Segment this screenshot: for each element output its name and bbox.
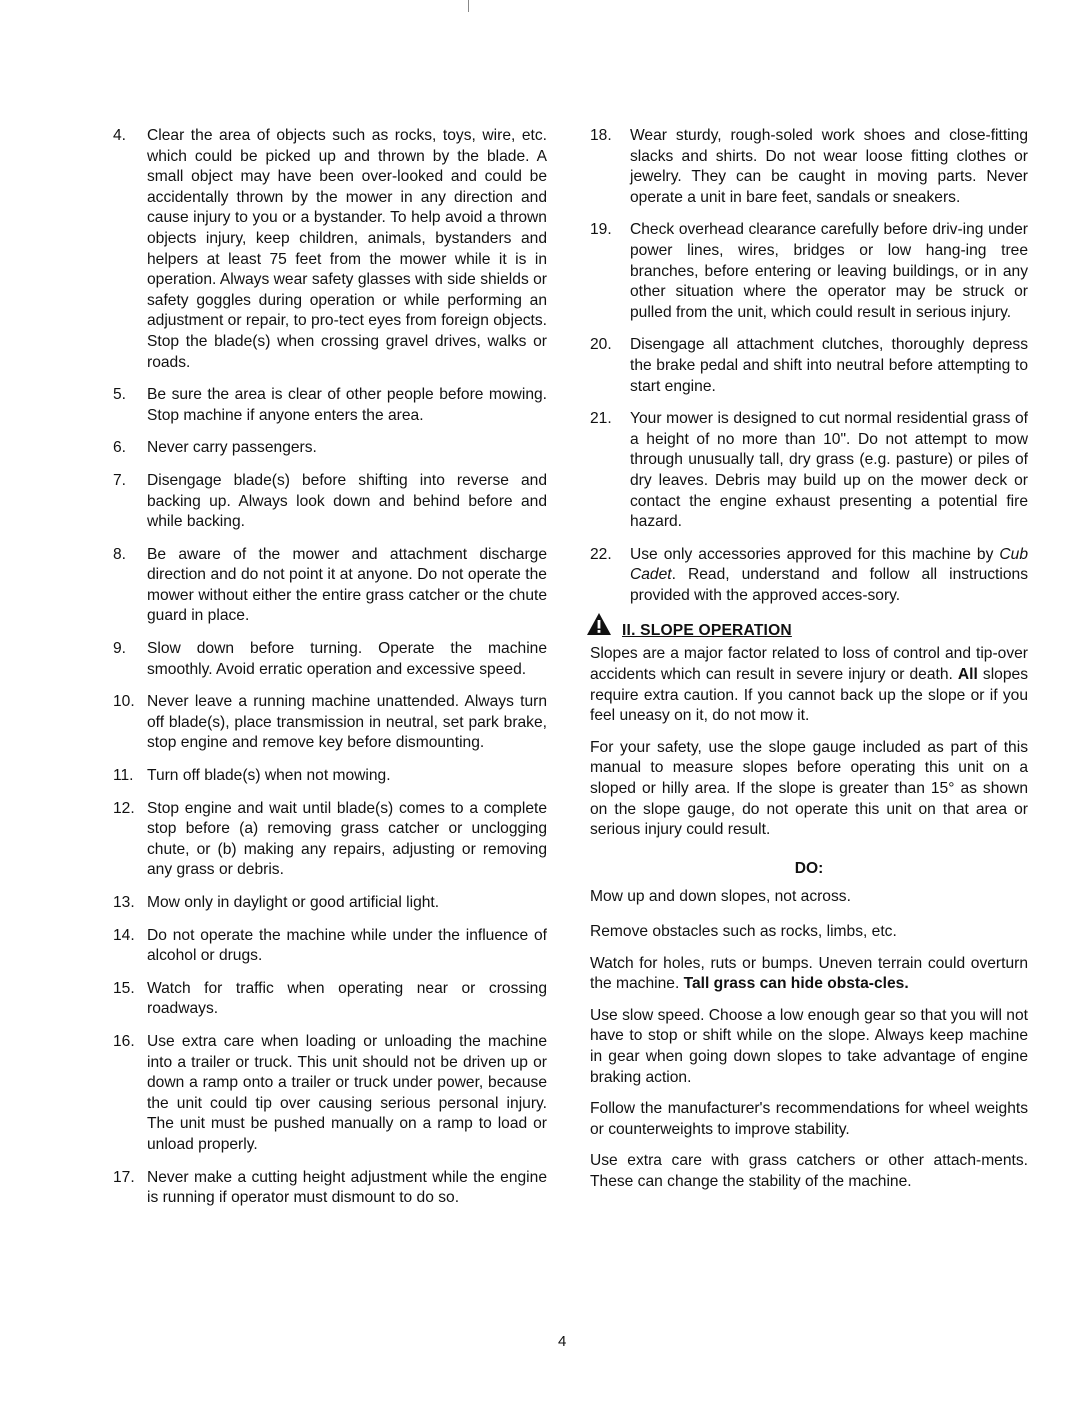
item-text: Mow only in daylight or good artificial light. <box>147 894 440 911</box>
safety-item-9 <box>113 639 547 680</box>
item-text: Wear sturdy, rough-soled work shoes and close-fitting slacks and shirts. Do not wear loose fitting clothes or jewelry. They can be caught in moving parts. Never operate a unit in bare feet, sandals or sneakers. <box>630 127 1028 206</box>
item-text: Be sure the area is clear of other people before mowing. Stop machine if anyone enters the area. <box>147 386 547 424</box>
do-item: Use slow speed. Choose a low enough gear so that you will not have to stop or shift while on the slope. Always keep machine in gear when going down slopes to take advantage of engine braking action. <box>590 1006 1028 1086</box>
item-text: Stop engine and wait until blade(s) comes to a complete stop before (a) removing grass catcher or unclogging chute, or (b) making any repairs, adjusting or removing any grass or debris. <box>147 799 547 879</box>
item-number: 16. <box>113 1032 135 1050</box>
safety-item-7 <box>113 471 547 533</box>
brand-name: Cub Cadet <box>630 545 1028 584</box>
item-text: Slow down before turning. Operate the machine smoothly. Avoid erratic operation and excessive speed. <box>147 640 547 678</box>
item-number: 19. <box>590 221 612 239</box>
item-text: Never carry passengers. <box>147 439 317 457</box>
intro-text-a: Slopes are a major factor related to loss of control and tip-over accidents which can result in severe injury or death. <box>590 645 1028 684</box>
do-item: Follow the manufacturer's recommendations for wheel weights or counterweights to improve stability. <box>590 1100 1028 1138</box>
safety-item-10 <box>113 692 547 754</box>
safety-item-5 <box>113 385 547 426</box>
item-number: 11. <box>113 767 134 785</box>
item-text: Never make a cutting height adjustment while the engine is running if operator must dismount to do so. <box>147 1168 547 1207</box>
safety-item-21 <box>590 409 1028 533</box>
item-text: Disengage blade(s) before shifting into reverse and backing up. Always look down and behind before and while backing. <box>147 471 547 531</box>
do-heading: DO: <box>794 859 824 877</box>
right-column <box>590 126 1028 1204</box>
scan-mark <box>468 0 469 12</box>
item-number: 21. <box>590 410 612 428</box>
do-bold-text: Tall grass can hide obsta-cles. <box>683 975 909 993</box>
item-number: 10. <box>113 693 135 711</box>
safety-item-8 <box>113 545 547 627</box>
safety-item-19 <box>590 220 1028 323</box>
item-text: Turn off blade(s) when not mowing. <box>147 767 391 785</box>
safety-item-17 <box>113 1168 547 1209</box>
safety-item-18 <box>590 126 1028 208</box>
warning-triangle-icon <box>586 612 612 636</box>
item-text: Never leave a running machine unattended. Always turn off blade(s), place transmission in neutral, set park brake, stop engine and remove key before dismounting. <box>147 693 547 752</box>
item-text: Do not operate the machine while under the influence of alcohol or drugs. <box>147 926 547 965</box>
item-text: Use extra care when loading or unloading the machine into a trailer or truck. This unit should not be driven up or down a ramp onto a trailer or truck under power, because the unit could tip over causing serious personal injury. The unit must be pushed manually on a ramp to load or unload properly. <box>147 1032 547 1153</box>
do-item: Mow up and down slopes, not across. <box>590 888 851 906</box>
item-number: 7. <box>113 471 127 489</box>
item-number: 17. <box>113 1168 135 1186</box>
safety-item-4 <box>113 126 547 373</box>
left-column <box>113 126 547 1221</box>
safety-item-12 <box>113 799 547 881</box>
item-text-b: . Read, understand and follow all instructions provided with the approved acces-sory. <box>630 566 1028 604</box>
item-number: 15. <box>113 979 135 997</box>
slope-section-heading <box>590 620 1028 642</box>
do-item: Use extra care with grass catchers or other attach-ments. These can change the stability of the machine. <box>590 1152 1028 1190</box>
section-title: II. SLOPE OPERATION <box>622 622 792 640</box>
item-number: 8. <box>113 545 127 563</box>
page-number: 4 <box>558 1333 567 1350</box>
slope-gauge-paragraph: For your safety, use the slope gauge included as part of this manual to measure slopes before operating this unit on a sloped or hilly area. If the slope is greater than 15° as shown on the slope gauge, do not operate this unit on that area or serious injury could result. <box>590 738 1028 839</box>
safety-item-15 <box>113 979 547 1020</box>
intro-bold: All <box>957 666 978 684</box>
item-text: Clear the area of objects such as rocks, toys, wire, etc. which could be picked up and thrown by the blade. A small object may have been over-looked and could be accidentally thrown by the mower in any direction and cause injury to you or a bystander. To help avoid a thrown objects injury, keep children, animals, bystanders and helpers at least 75 feet from the mower while it is in operation. Always wear safety glasses with side shields or safety goggles during operation or while performing an adjustment or repair, to pro-tect eyes from foreign objects. Stop the blade(s) when crossing gravel drives, walks or roads. <box>147 127 547 371</box>
item-text: Your mower is designed to cut normal residential grass of a height of no more than 10". Do not attempt to mow through unusually tall, dry grass (e.g. pasture) or piles of dry leaves. Debris may build up on the mower deck or contact the engine exhaust presenting a potential fire hazard. <box>630 410 1028 531</box>
item-number: 18. <box>590 127 612 144</box>
safety-item-14 <box>113 926 547 967</box>
item-text: Be aware of the mower and attachment discharge direction and do not point it at anyone. Do not operate the mower without either the entire grass catcher or the chute guard in place. <box>147 545 547 625</box>
safety-item-20 <box>590 335 1028 397</box>
do-item: Remove obstacles such as rocks, limbs, etc. <box>590 923 897 940</box>
slope-intro <box>590 644 1028 726</box>
intro-text-b: slopes require extra caution. If you cannot back up the slope or if you feel uneasy on it, do not mow it. <box>590 666 1028 725</box>
item-text: Disengage all attachment clutches, thoroughly depress the brake pedal and shift into neutral before attempting to start engine. <box>630 336 1028 395</box>
item-number: 6. <box>113 439 127 457</box>
item-number: 5. <box>113 386 127 404</box>
item-number: 20. <box>590 336 612 354</box>
item-text: Check overhead clearance carefully before driv-ing under power lines, wires, bridges or low hang-ing tree branches, before entering or leaving buildings, or in any other situation where the operator may be struck or pulled from the unit, which could result in serious injury. <box>630 221 1028 321</box>
do-item <box>590 954 1028 995</box>
safety-item-16 <box>113 1032 547 1156</box>
item-number: 14. <box>113 926 135 944</box>
item-number: 22. <box>590 545 612 563</box>
item-number: 13. <box>113 894 135 911</box>
item-number: 4. <box>113 127 127 144</box>
do-text: Watch for holes, ruts or bumps. Uneven terrain could overturn the machine. <box>590 954 1028 993</box>
safety-item-11 <box>113 766 547 787</box>
item-text-a: Use only accessories approved for this machine by <box>630 545 1000 563</box>
item-text: Watch for traffic when operating near or crossing roadways. <box>147 979 547 1018</box>
safety-item-13 <box>113 893 547 914</box>
item-number: 9. <box>113 640 127 658</box>
safety-item-22 <box>590 545 1028 607</box>
item-number: 12. <box>113 799 135 817</box>
safety-item-6 <box>113 438 547 459</box>
